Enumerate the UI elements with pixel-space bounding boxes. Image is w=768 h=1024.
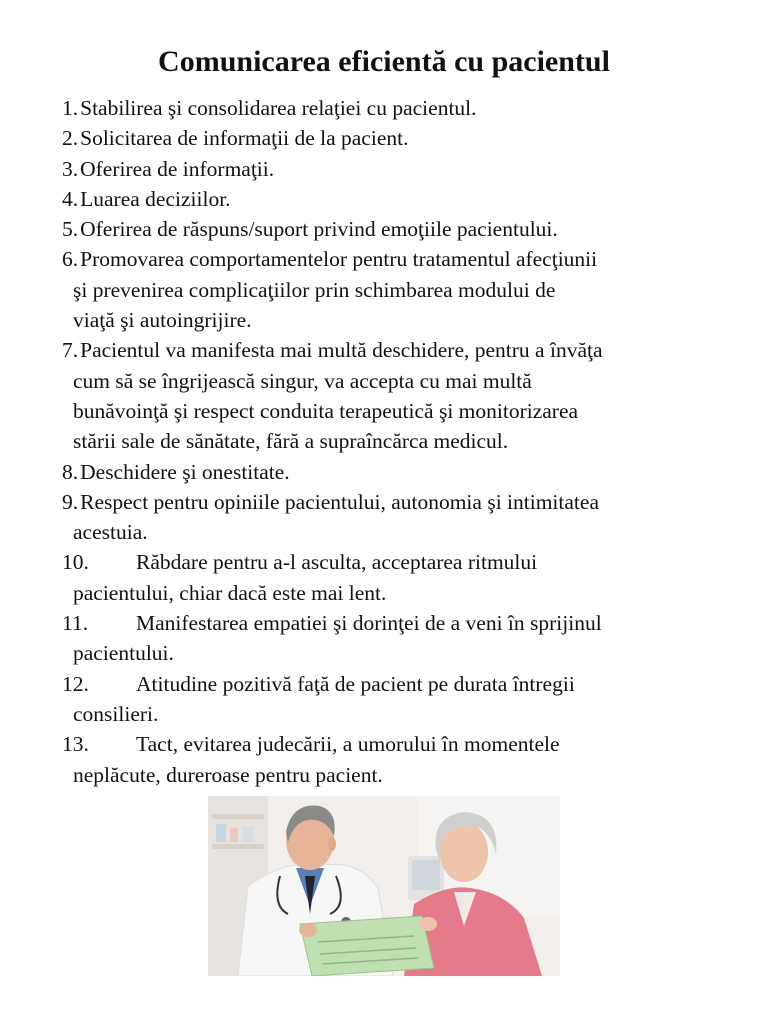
list-item — [62, 729, 742, 790]
list-item-text-line: cum să se îngrijească singur, va accepta cu mai multă — [73, 368, 532, 393]
list-item-text-line: Luarea deciziilor. — [80, 186, 231, 211]
list-item-text-line: Manifestarea empatiei şi dorinţei de a veni în sprijinul — [136, 611, 602, 636]
numbered-list — [62, 93, 742, 790]
list-item-text-line: Solicitarea de informaţii de la pacient. — [80, 126, 409, 151]
list-item — [62, 93, 742, 123]
list-item — [62, 608, 742, 669]
list-item — [62, 669, 742, 730]
list-item-text-line: Răbdare pentru a-l asculta, acceptarea ritmului — [136, 550, 538, 575]
list-item-text-line: neplăcute, dureroase pentru pacient. — [73, 762, 383, 787]
list-item — [62, 457, 742, 487]
list-item — [62, 244, 742, 335]
list-item-text-line: stării sale de sănătate, fără a supraîncărca medicul. — [73, 429, 509, 454]
list-item-number: 6. — [62, 247, 79, 272]
list-item-text-line: Atitudine pozitivă faţă de pacient pe durata întregii — [136, 671, 575, 696]
list-item-number: 9. — [62, 489, 79, 514]
list-item-text-line: Promovarea comportamentelor pentru tratamentul afecţiunii — [80, 247, 598, 272]
list-item-number: 4. — [62, 186, 79, 211]
list-item — [62, 154, 742, 184]
list-item-text-line: Oferirea de răspuns/suport privind emoţiile pacientului. — [80, 217, 558, 242]
list-item-text-line: Oferirea de informaţii. — [80, 156, 275, 181]
list-item — [62, 123, 742, 153]
list-item-number: 5. — [62, 217, 79, 242]
list-item-text-line: consilieri. — [73, 701, 159, 726]
photo-illustration — [208, 796, 560, 976]
list-item-text-line: Respect pentru opiniile pacientului, autonomia şi intimitatea — [80, 489, 599, 514]
list-item-number: 8. — [62, 459, 79, 484]
list-item-text-line: Deschidere şi onestitate. — [80, 459, 290, 484]
list-item-number: 3. — [62, 156, 79, 181]
list-item-text-line: Tact, evitarea judecării, a umorului în momentele — [136, 732, 560, 757]
list-item — [62, 547, 742, 608]
list-item-number: 10. — [62, 550, 89, 575]
list-item-text-line: şi prevenirea complicaţiilor prin schimbarea modului de — [73, 277, 556, 302]
list-item-text-line: Stabilirea şi consolidarea relaţiei cu pacientul. — [80, 96, 477, 120]
list-item-number: 11. — [62, 611, 89, 636]
list-item-number: 7. — [62, 338, 79, 363]
list-item — [62, 335, 742, 456]
list-item-number: 2. — [62, 126, 79, 151]
list-item-number: 1. — [62, 96, 79, 120]
list-item-text-line: viaţă şi autoingrijire. — [73, 308, 252, 333]
list-item-number: 12. — [62, 671, 89, 696]
list-item-text-line: bunăvoinţă şi respect conduita terapeutică şi monitorizarea — [73, 398, 579, 423]
list-item — [62, 214, 742, 244]
list-item-text-line: acestuia. — [73, 520, 148, 545]
list-item-number: 13. — [62, 732, 89, 757]
list-item-text-line: pacientului. — [73, 641, 174, 666]
list-item — [62, 487, 742, 548]
doctor-patient-photo — [208, 796, 560, 976]
list-item — [62, 184, 742, 214]
list-item-text-line: Pacientul va manifesta mai multă deschidere, pentru a învăţa — [80, 338, 603, 363]
list-item-text-line: pacientului, chiar dacă este mai lent. — [73, 580, 387, 605]
page-title: Comunicarea eficientă cu pacientul — [158, 45, 610, 78]
